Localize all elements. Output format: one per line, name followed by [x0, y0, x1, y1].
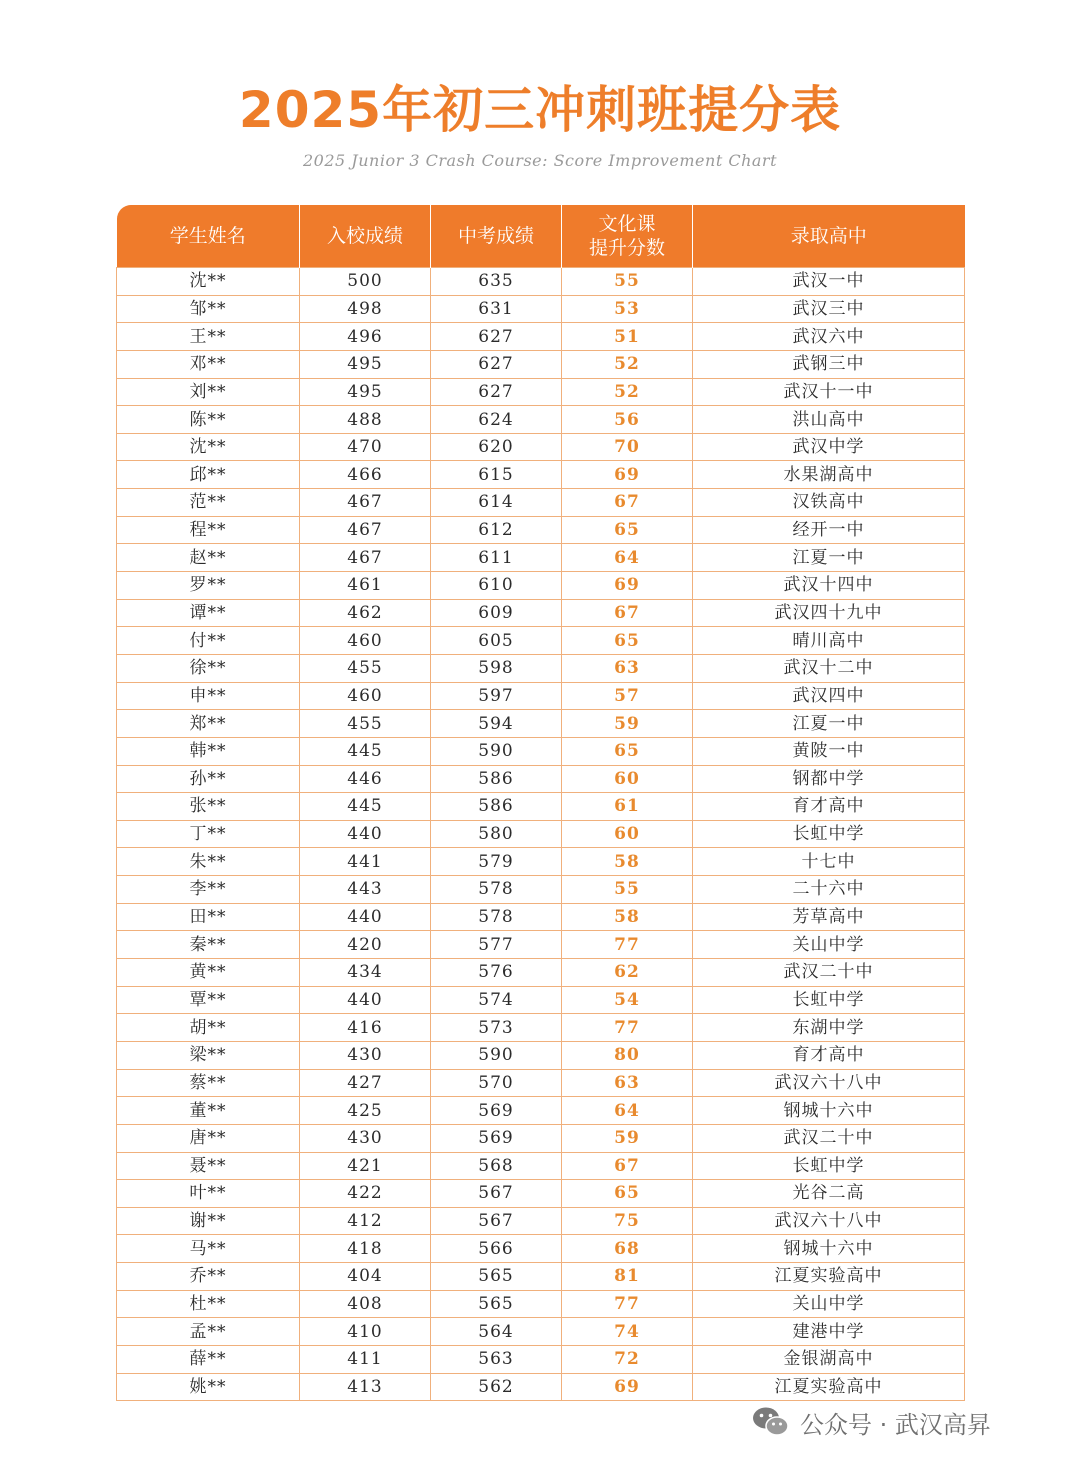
- score-gain-cell: 64: [562, 1097, 693, 1125]
- student-name-cell: 程**: [117, 516, 300, 544]
- table-row: [117, 654, 965, 682]
- entry-score-cell: 461: [300, 572, 431, 600]
- score-gain-cell: 69: [562, 461, 693, 489]
- table-row: [117, 1097, 965, 1125]
- score-gain-cell: 58: [562, 848, 693, 876]
- student-name-cell: 梁**: [117, 1041, 300, 1069]
- exam-score-cell: 577: [431, 931, 562, 959]
- score-gain-cell: 59: [562, 1124, 693, 1152]
- entry-score-cell: 425: [300, 1097, 431, 1125]
- table-row: [117, 848, 965, 876]
- entry-score-cell: 496: [300, 323, 431, 351]
- exam-score-cell: 620: [431, 433, 562, 461]
- score-gain-cell: 65: [562, 737, 693, 765]
- admitted-school-cell: 长虹中学: [693, 820, 965, 848]
- exam-score-cell: 605: [431, 627, 562, 655]
- admitted-school-cell: 武汉四中: [693, 682, 965, 710]
- score-gain-cell: 56: [562, 406, 693, 434]
- score-gain-cell: 63: [562, 654, 693, 682]
- entry-score-cell: 418: [300, 1235, 431, 1263]
- score-gain-cell: 64: [562, 544, 693, 572]
- entry-score-cell: 440: [300, 903, 431, 931]
- student-name-cell: 张**: [117, 793, 300, 821]
- admitted-school-cell: 育才高中: [693, 793, 965, 821]
- table-body: [117, 268, 965, 1401]
- table-row: [117, 268, 965, 296]
- exam-score-cell: 579: [431, 848, 562, 876]
- entry-score-cell: 404: [300, 1263, 431, 1291]
- admitted-school-cell: 钢都中学: [693, 765, 965, 793]
- entry-score-cell: 430: [300, 1124, 431, 1152]
- exam-score-cell: 565: [431, 1290, 562, 1318]
- entry-score-cell: 430: [300, 1041, 431, 1069]
- entry-score-cell: 467: [300, 516, 431, 544]
- table-row: [117, 1180, 965, 1208]
- student-name-cell: 覃**: [117, 986, 300, 1014]
- exam-score-cell: 567: [431, 1207, 562, 1235]
- exam-score-cell: 569: [431, 1124, 562, 1152]
- entry-score-cell: 455: [300, 710, 431, 738]
- admitted-school-cell: 汉铁高中: [693, 489, 965, 517]
- exam-score-cell: 566: [431, 1235, 562, 1263]
- exam-score-cell: 615: [431, 461, 562, 489]
- admitted-school-cell: 武汉四十九中: [693, 599, 965, 627]
- entry-score-cell: 416: [300, 1014, 431, 1042]
- exam-score-cell: 590: [431, 1041, 562, 1069]
- watermark-text: 公众号 · 武汉高昇: [800, 1410, 991, 1439]
- exam-score-cell: 580: [431, 820, 562, 848]
- exam-score-cell: 624: [431, 406, 562, 434]
- student-name-cell: 叶**: [117, 1180, 300, 1208]
- entry-score-cell: 410: [300, 1318, 431, 1346]
- table-row: [117, 350, 965, 378]
- entry-score-cell: 411: [300, 1345, 431, 1373]
- score-gain-cell: 70: [562, 433, 693, 461]
- exam-score-cell: 586: [431, 793, 562, 821]
- admitted-school-cell: 武汉六十八中: [693, 1207, 965, 1235]
- entry-score-cell: 466: [300, 461, 431, 489]
- student-name-cell: 邱**: [117, 461, 300, 489]
- table-row: [117, 903, 965, 931]
- student-name-cell: 董**: [117, 1097, 300, 1125]
- exam-score-cell: 573: [431, 1014, 562, 1042]
- table-row: [117, 516, 965, 544]
- score-gain-cell: 58: [562, 903, 693, 931]
- table-row: [117, 1014, 965, 1042]
- exam-score-cell: 627: [431, 350, 562, 378]
- entry-score-cell: 500: [300, 268, 431, 296]
- exam-score-cell: 590: [431, 737, 562, 765]
- table-row: [117, 876, 965, 904]
- exam-score-cell: 612: [431, 516, 562, 544]
- score-gain-cell: 65: [562, 627, 693, 655]
- student-name-cell: 韩**: [117, 737, 300, 765]
- exam-score-cell: 565: [431, 1263, 562, 1291]
- admitted-school-cell: 二十六中: [693, 876, 965, 904]
- score-gain-cell: 62: [562, 959, 693, 987]
- exam-score-cell: 563: [431, 1345, 562, 1373]
- student-name-cell: 薛**: [117, 1345, 300, 1373]
- entry-score-cell: 434: [300, 959, 431, 987]
- score-gain-cell: 74: [562, 1318, 693, 1346]
- table-row: [117, 986, 965, 1014]
- table-row: [117, 1290, 965, 1318]
- exam-score-cell: 635: [431, 268, 562, 296]
- table-row: [117, 433, 965, 461]
- header-score-gain-line1: 文化课: [598, 213, 656, 235]
- admitted-school-cell: 建港中学: [693, 1318, 965, 1346]
- student-name-cell: 李**: [117, 876, 300, 904]
- student-name-cell: 郑**: [117, 710, 300, 738]
- student-name-cell: 范**: [117, 489, 300, 517]
- table-row: [117, 323, 965, 351]
- entry-score-cell: 498: [300, 295, 431, 323]
- score-gain-cell: 55: [562, 268, 693, 296]
- student-name-cell: 赵**: [117, 544, 300, 572]
- watermark: [752, 1400, 991, 1444]
- student-name-cell: 朱**: [117, 848, 300, 876]
- student-name-cell: 黄**: [117, 959, 300, 987]
- exam-score-cell: 569: [431, 1097, 562, 1125]
- table-row: [117, 793, 965, 821]
- exam-score-cell: 594: [431, 710, 562, 738]
- admitted-school-cell: 东湖中学: [693, 1014, 965, 1042]
- entry-score-cell: 421: [300, 1152, 431, 1180]
- admitted-school-cell: 武汉二十中: [693, 1124, 965, 1152]
- student-name-cell: 沈**: [117, 268, 300, 296]
- admitted-school-cell: 武汉三中: [693, 295, 965, 323]
- entry-score-cell: 470: [300, 433, 431, 461]
- score-gain-cell: 57: [562, 682, 693, 710]
- admitted-school-cell: 黄陂一中: [693, 737, 965, 765]
- table-row: [117, 1152, 965, 1180]
- entry-score-cell: 445: [300, 737, 431, 765]
- table-row: [117, 765, 965, 793]
- page-subtitle: 2025 Junior 3 Crash Course: Score Improvement Chart: [303, 151, 777, 170]
- score-table: [116, 205, 965, 1401]
- score-gain-cell: 72: [562, 1345, 693, 1373]
- student-name-cell: 刘**: [117, 378, 300, 406]
- admitted-school-cell: 武汉二十中: [693, 959, 965, 987]
- student-name-cell: 杜**: [117, 1290, 300, 1318]
- table-row: [117, 737, 965, 765]
- student-name-cell: 唐**: [117, 1124, 300, 1152]
- score-gain-cell: 69: [562, 572, 693, 600]
- entry-score-cell: 460: [300, 682, 431, 710]
- admitted-school-cell: 十七中: [693, 848, 965, 876]
- admitted-school-cell: 长虹中学: [693, 1152, 965, 1180]
- admitted-school-cell: 武汉六十八中: [693, 1069, 965, 1097]
- table-row: [117, 627, 965, 655]
- header-admitted-school: 录取高中: [693, 205, 965, 268]
- admitted-school-cell: 育才高中: [693, 1041, 965, 1069]
- admitted-school-cell: 长虹中学: [693, 986, 965, 1014]
- score-gain-cell: 61: [562, 793, 693, 821]
- entry-score-cell: 495: [300, 378, 431, 406]
- admitted-school-cell: 江夏一中: [693, 710, 965, 738]
- admitted-school-cell: 经开一中: [693, 516, 965, 544]
- score-gain-cell: 75: [562, 1207, 693, 1235]
- table-row: [117, 1318, 965, 1346]
- student-name-cell: 谢**: [117, 1207, 300, 1235]
- exam-score-cell: 564: [431, 1318, 562, 1346]
- admitted-school-cell: 关山中学: [693, 931, 965, 959]
- student-name-cell: 蔡**: [117, 1069, 300, 1097]
- admitted-school-cell: 水果湖高中: [693, 461, 965, 489]
- entry-score-cell: 495: [300, 350, 431, 378]
- table-row: [117, 1069, 965, 1097]
- table-row: [117, 1345, 965, 1373]
- entry-score-cell: 446: [300, 765, 431, 793]
- student-name-cell: 孟**: [117, 1318, 300, 1346]
- exam-score-cell: 627: [431, 323, 562, 351]
- admitted-school-cell: 武汉十一中: [693, 378, 965, 406]
- student-name-cell: 徐**: [117, 654, 300, 682]
- table-row: [117, 599, 965, 627]
- exam-score-cell: 578: [431, 903, 562, 931]
- score-gain-cell: 77: [562, 931, 693, 959]
- wechat-icon: [752, 1406, 790, 1438]
- table-row: [117, 682, 965, 710]
- exam-score-cell: 627: [431, 378, 562, 406]
- score-gain-cell: 54: [562, 986, 693, 1014]
- student-name-cell: 乔**: [117, 1263, 300, 1291]
- student-name-cell: 姚**: [117, 1373, 300, 1401]
- entry-score-cell: 467: [300, 489, 431, 517]
- admitted-school-cell: 武汉一中: [693, 268, 965, 296]
- admitted-school-cell: 金银湖高中: [693, 1345, 965, 1373]
- admitted-school-cell: 武钢三中: [693, 350, 965, 378]
- student-name-cell: 田**: [117, 903, 300, 931]
- score-gain-cell: 81: [562, 1263, 693, 1291]
- entry-score-cell: 467: [300, 544, 431, 572]
- admitted-school-cell: 芳草高中: [693, 903, 965, 931]
- entry-score-cell: 440: [300, 986, 431, 1014]
- exam-score-cell: 611: [431, 544, 562, 572]
- table-row: [117, 931, 965, 959]
- table-row: [117, 820, 965, 848]
- entry-score-cell: 422: [300, 1180, 431, 1208]
- student-name-cell: 王**: [117, 323, 300, 351]
- entry-score-cell: 488: [300, 406, 431, 434]
- student-name-cell: 罗**: [117, 572, 300, 600]
- score-gain-cell: 67: [562, 489, 693, 517]
- entry-score-cell: 460: [300, 627, 431, 655]
- student-name-cell: 谭**: [117, 599, 300, 627]
- admitted-school-cell: 江夏一中: [693, 544, 965, 572]
- admitted-school-cell: 关山中学: [693, 1290, 965, 1318]
- exam-score-cell: 567: [431, 1180, 562, 1208]
- student-name-cell: 陈**: [117, 406, 300, 434]
- admitted-school-cell: 武汉六中: [693, 323, 965, 351]
- student-name-cell: 聂**: [117, 1152, 300, 1180]
- admitted-school-cell: 江夏实验高中: [693, 1263, 965, 1291]
- student-name-cell: 胡**: [117, 1014, 300, 1042]
- student-name-cell: 申**: [117, 682, 300, 710]
- student-name-cell: 马**: [117, 1235, 300, 1263]
- admitted-school-cell: 钢城十六中: [693, 1235, 965, 1263]
- score-gain-cell: 60: [562, 820, 693, 848]
- exam-score-cell: 631: [431, 295, 562, 323]
- score-gain-cell: 60: [562, 765, 693, 793]
- admitted-school-cell: 武汉中学: [693, 433, 965, 461]
- score-gain-cell: 52: [562, 350, 693, 378]
- exam-score-cell: 610: [431, 572, 562, 600]
- table-row: [117, 1235, 965, 1263]
- exam-score-cell: 609: [431, 599, 562, 627]
- header-student-name: 学生姓名: [117, 205, 300, 268]
- student-name-cell: 孙**: [117, 765, 300, 793]
- table-row: [117, 1207, 965, 1235]
- entry-score-cell: 445: [300, 793, 431, 821]
- admitted-school-cell: 武汉十四中: [693, 572, 965, 600]
- admitted-school-cell: 光谷二高: [693, 1180, 965, 1208]
- exam-score-cell: 562: [431, 1373, 562, 1401]
- table-row: [117, 710, 965, 738]
- exam-score-cell: 570: [431, 1069, 562, 1097]
- student-name-cell: 邹**: [117, 295, 300, 323]
- page-title: 2025年初三冲刺班提分表: [238, 81, 842, 139]
- admitted-school-cell: 晴川高中: [693, 627, 965, 655]
- exam-score-cell: 568: [431, 1152, 562, 1180]
- header-score-gain-line2: 提升分数: [588, 237, 665, 259]
- exam-score-cell: 598: [431, 654, 562, 682]
- entry-score-cell: 455: [300, 654, 431, 682]
- entry-score-cell: 443: [300, 876, 431, 904]
- score-gain-cell: 67: [562, 599, 693, 627]
- score-gain-cell: 65: [562, 516, 693, 544]
- exam-score-cell: 614: [431, 489, 562, 517]
- entry-score-cell: 462: [300, 599, 431, 627]
- score-gain-cell: 80: [562, 1041, 693, 1069]
- table-row: [117, 461, 965, 489]
- score-gain-cell: 67: [562, 1152, 693, 1180]
- student-name-cell: 沈**: [117, 433, 300, 461]
- score-gain-cell: 59: [562, 710, 693, 738]
- exam-score-cell: 574: [431, 986, 562, 1014]
- student-name-cell: 付**: [117, 627, 300, 655]
- entry-score-cell: 440: [300, 820, 431, 848]
- entry-score-cell: 408: [300, 1290, 431, 1318]
- student-name-cell: 秦**: [117, 931, 300, 959]
- table-row: [117, 544, 965, 572]
- exam-score-cell: 578: [431, 876, 562, 904]
- table-row: [117, 959, 965, 987]
- score-gain-cell: 51: [562, 323, 693, 351]
- score-gain-cell: 77: [562, 1014, 693, 1042]
- score-gain-cell: 53: [562, 295, 693, 323]
- table-row: [117, 572, 965, 600]
- table-row: [117, 406, 965, 434]
- admitted-school-cell: 洪山高中: [693, 406, 965, 434]
- table-row: [117, 295, 965, 323]
- student-name-cell: 邓**: [117, 350, 300, 378]
- score-gain-cell: 55: [562, 876, 693, 904]
- header-exam-score: 中考成绩: [431, 205, 562, 268]
- entry-score-cell: 427: [300, 1069, 431, 1097]
- exam-score-cell: 576: [431, 959, 562, 987]
- score-gain-cell: 52: [562, 378, 693, 406]
- table-row: [117, 1263, 965, 1291]
- table-row: [117, 489, 965, 517]
- score-gain-cell: 63: [562, 1069, 693, 1097]
- score-gain-cell: 77: [562, 1290, 693, 1318]
- admitted-school-cell: 钢城十六中: [693, 1097, 965, 1125]
- exam-score-cell: 597: [431, 682, 562, 710]
- score-gain-cell: 65: [562, 1180, 693, 1208]
- admitted-school-cell: 江夏实验高中: [693, 1373, 965, 1401]
- exam-score-cell: 586: [431, 765, 562, 793]
- table-header-row: [117, 205, 965, 268]
- table-row: [117, 1124, 965, 1152]
- entry-score-cell: 441: [300, 848, 431, 876]
- score-gain-cell: 69: [562, 1373, 693, 1401]
- table-row: [117, 1373, 965, 1401]
- admitted-school-cell: 武汉十二中: [693, 654, 965, 682]
- entry-score-cell: 412: [300, 1207, 431, 1235]
- header-entry-score: 入校成绩: [300, 205, 431, 268]
- table-row: [117, 378, 965, 406]
- entry-score-cell: 413: [300, 1373, 431, 1401]
- header-score-gain: [562, 205, 693, 268]
- score-gain-cell: 68: [562, 1235, 693, 1263]
- table-row: [117, 1041, 965, 1069]
- student-name-cell: 丁**: [117, 820, 300, 848]
- entry-score-cell: 420: [300, 931, 431, 959]
